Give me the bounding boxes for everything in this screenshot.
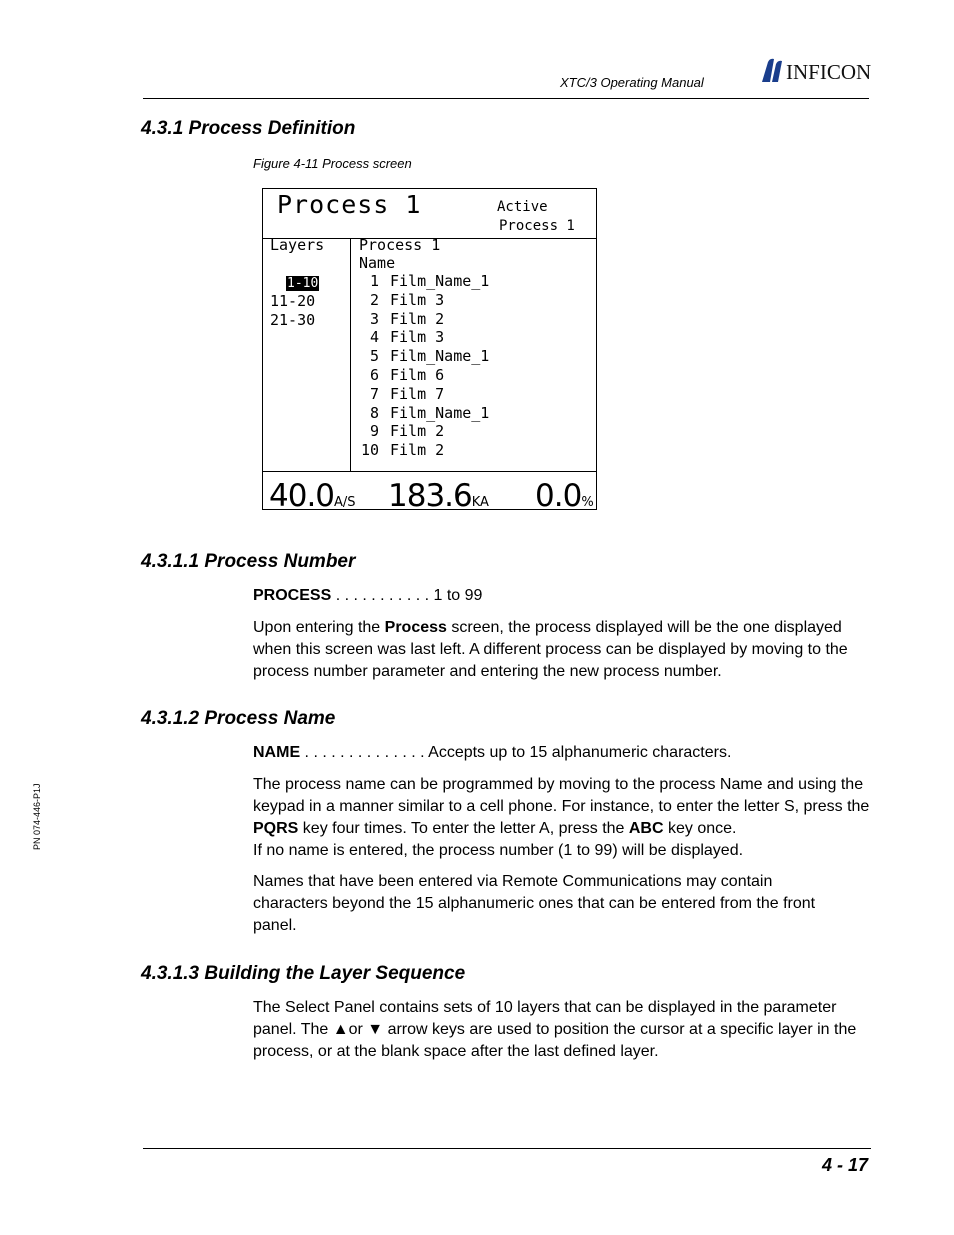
process-screen-figure [262, 188, 597, 514]
lcd-layer-row [357, 310, 444, 328]
layer-film-name: Film 7 [390, 384, 445, 403]
layer-number: 3 [369, 309, 379, 328]
lcd-layer-group: 11-20 [270, 292, 316, 310]
layer-film-name: Film 2 [390, 422, 445, 441]
layer-film-name: Film_Name_1 [390, 272, 490, 290]
layer-film-name: Film_Name_1 [390, 347, 490, 366]
lcd-layer-row [357, 366, 444, 384]
figure-caption: Figure 4-11 Process screen [253, 156, 412, 171]
lcd-layer-row [357, 404, 489, 422]
lcd-layer-row [357, 291, 444, 309]
lcd-layer-row [357, 385, 444, 403]
lcd-active-label: Active [497, 199, 548, 215]
side-part-number: PN 074-446-P1J [32, 783, 42, 850]
down-arrow-icon: ▼ [367, 1021, 384, 1038]
process-name-paragraph: The process name can be programmed by moving to the process Name and using the keypad in a manner similar to a cell phone. For instance, to enter the letter S, press the PQRS key four times. To enter the letter A, press the ABC key once. If no name is entered, the process number (1 to 99) will be displayed. [253, 776, 870, 859]
layer-film-name: Film 2 [390, 441, 445, 460]
lcd-layers-panel [263, 238, 351, 471]
lcd-parameter-panel [351, 238, 597, 471]
layer-number: 9 [369, 422, 379, 441]
param-value: 1 to 99 [433, 587, 483, 604]
lcd-process-label: Process 1 [359, 236, 441, 254]
lcd-layer-group-selected: 1-10 [287, 276, 319, 291]
rate-readout: 40.0A/S [269, 478, 356, 514]
lcd-layer-group: 21-30 [270, 311, 316, 329]
page-number: 4 - 17 [822, 1155, 869, 1175]
section-heading-process-name: 4.3.1.2 Process Name [141, 708, 336, 729]
lcd-readout-bar [263, 471, 596, 514]
param-value: Accepts up to 15 alphanumeric characters. [428, 744, 732, 761]
lcd-header [263, 189, 596, 239]
inficon-logo [760, 58, 874, 84]
name-param-line [253, 742, 731, 764]
thickness-readout: 183.6KA [388, 478, 489, 514]
lcd-title: Process 1 [277, 190, 422, 219]
layer-number: 2 [369, 290, 379, 309]
percent-readout: 0.0% [535, 478, 594, 514]
layer-number: 7 [369, 384, 379, 403]
lcd-layer-row [357, 328, 444, 346]
layer-sequence-paragraph: The Select Panel contains sets of 10 layers that can be displayed in the parameter panel. The ▲or ▼ arrow keys are used to position the cursor at a specific layer in the process, or at the blank space after the last defined layer. [253, 999, 857, 1060]
layer-number: 4 [369, 328, 379, 347]
layer-film-name: Film 3 [390, 328, 445, 347]
layer-number: 6 [369, 366, 379, 384]
lcd-layer-row [357, 347, 489, 365]
lcd-layer-row [357, 272, 489, 290]
remote-names-paragraph: Names that have been entered via Remote Communications may contain characters beyond the 15 alphanumeric ones that can be entered from the front panel. [253, 873, 816, 934]
section-heading-process-definition: 4.3.1 Process Definition [141, 118, 356, 139]
layer-film-name: Film 6 [390, 366, 445, 384]
layer-number: 10 [360, 441, 379, 460]
param-dots: . . . . . . . . . . . [331, 587, 434, 604]
param-name: PROCESS [253, 587, 332, 604]
logo-text: INFICON [786, 60, 872, 84]
param-name: NAME [253, 744, 301, 761]
layer-film-name: Film_Name_1 [390, 403, 490, 422]
lcd-layers-label: Layers [270, 236, 325, 254]
process-number-paragraph: Upon entering the Process screen, the process displayed will be the one displayed when this screen was last left. A different process can be displayed by moving to the process number parameter and entering the new process number. [253, 619, 848, 680]
layer-film-name: Film 2 [390, 309, 445, 328]
section-heading-process-number: 4.3.1.1 Process Number [141, 551, 356, 572]
layer-film-name: Film 3 [390, 290, 445, 309]
layer-number: 1 [369, 272, 379, 290]
manual-title: XTC/3 Operating Manual [560, 75, 704, 90]
header-rule [143, 98, 869, 99]
process-param-line [253, 585, 482, 607]
lcd-layer-row [357, 441, 444, 459]
lcd-active-process: Process 1 [499, 218, 575, 234]
footer-rule [143, 1148, 871, 1149]
lcd-name-label: Name [359, 254, 396, 272]
param-dots: . . . . . . . . . . . . . . [300, 744, 429, 761]
up-arrow-icon: ▲ [332, 1021, 349, 1038]
section-heading-layer-sequence: 4.3.1.3 Building the Layer Sequence [141, 963, 466, 984]
layer-number: 8 [369, 403, 379, 422]
inficon-logo-mark-icon [760, 58, 786, 84]
layer-number: 5 [369, 347, 379, 366]
lcd-layer-row [357, 422, 444, 440]
